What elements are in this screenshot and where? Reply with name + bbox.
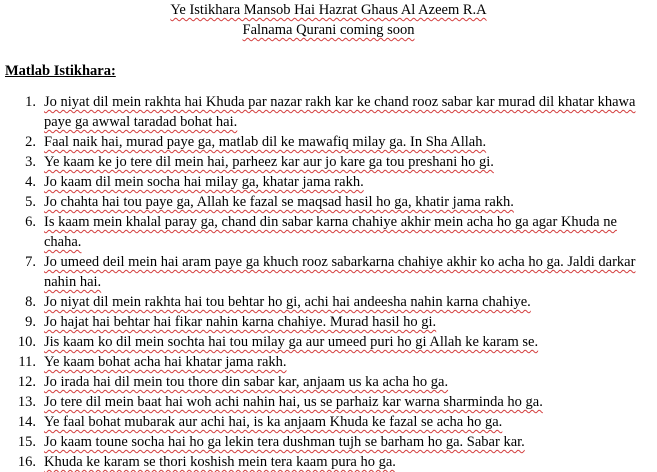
list-item-text: Ye kaam ke jo tere dil mein hai, parheez kar aur jo kare ga tou preshani ho gi. [44, 154, 494, 170]
header-subtitle: Falnama Qurani coming soon [242, 22, 415, 38]
list-item-text: Ye kaam bohat acha hai khatar jama rakh. [44, 354, 287, 370]
list-item-text: Faal naik hai, murad paye ga, matlab dil ke mawafiq milay ga. In Sha Allah. [44, 134, 487, 150]
list-item-text: Khuda ke karam se thori koshish mein tera kaam pura ho ga. [44, 454, 396, 470]
list-item-number: 7. [25, 254, 36, 270]
list-item-number: 2. [25, 134, 36, 150]
list-item [0, 412, 657, 432]
list-item-number: 4. [25, 174, 36, 190]
list-item [0, 432, 657, 452]
list-item-text: Jo niyat dil mein rakhta hai tou behtar ho gi, achi hai andeesha nahin karna chahiye. [44, 294, 531, 310]
list-item [0, 92, 657, 132]
list-item-number: 1. [25, 94, 36, 110]
list-item [0, 212, 657, 252]
list-item [0, 332, 657, 352]
list-item-number: 3. [25, 154, 36, 170]
list-item [0, 372, 657, 392]
list-item [0, 192, 657, 212]
list-item-text: Is kaam mein khalal paray ga, chand din sabar karna chahiye akhir mein acha ho ga agar Khuda ne chaha. [44, 214, 617, 250]
list-item [0, 352, 657, 372]
list-item-number: 13. [17, 394, 36, 410]
list-item-number: 14. [17, 414, 36, 430]
list-item-text: Jo chahta hai tou paye ga, Allah ke fazal se maqsad hasil ho ga, khatir jama rakh. [44, 194, 514, 210]
list-item [0, 252, 657, 292]
list-item-text: Jis kaam ko dil mein sochta hai tou milay ga aur umeed puri ho gi Allah ke karam se. [44, 334, 539, 350]
list-item [0, 392, 657, 412]
list-item-text: Jo niyat dil mein rakhta hai Khuda par nazar rakh kar ke chand rooz sabar kar murad dil khatar khawa paye ga awwal taradad bohat hai. [44, 94, 636, 130]
list-item [0, 172, 657, 192]
list-item-number: 8. [25, 294, 36, 310]
istikhara-meanings-list [0, 92, 657, 472]
list-item-text: Jo irada hai dil mein tou thore din sabar kar, anjaam us ka acha ho ga. [44, 374, 449, 390]
list-item [0, 452, 657, 472]
list-item-text: Ye faal bohat mubarak aur achi hai, is ka anjaam Khuda ke fazal se acha ho ga. [44, 414, 503, 430]
list-item [0, 132, 657, 152]
list-item-text: Jo kaam toune socha hai ho ga lekin tera dushman tujh se barham ho ga. Sabar kar. [44, 434, 525, 450]
list-item-number: 16. [17, 454, 36, 470]
header-title: Ye Istikhara Mansob Hai Hazrat Ghaus Al Azeem R.A [170, 2, 487, 18]
list-item-number: 5. [25, 194, 36, 210]
list-item-text: Jo umeed deil mein hai aram paye ga khuch rooz sabarkarna chahiye akhir ko acha ho ga. Jaldi darkar nahin hai. [44, 254, 636, 290]
list-item-number: 12. [17, 374, 36, 390]
list-item-number: 9. [25, 314, 36, 330]
list-item-text: Jo tere dil mein baat hai woh achi nahin hai, us se parhaiz kar warna sharminda ho ga. [44, 394, 543, 410]
list-item-number: 6. [25, 214, 36, 230]
list-item-number: 11. [18, 354, 36, 370]
section-heading: Matlab Istikhara: [5, 63, 116, 79]
document-header [0, 0, 657, 40]
list-item-number: 10. [17, 334, 36, 350]
list-item-text: Jo hajat hai behtar hai fikar nahin karna chahiye. Murad hasil ho gi. [44, 314, 437, 330]
list-item [0, 312, 657, 332]
list-item-number: 15. [17, 434, 36, 450]
list-item [0, 152, 657, 172]
list-item-text: Jo kaam dil mein socha hai milay ga, khatar jama rakh. [44, 174, 364, 190]
list-item [0, 292, 657, 312]
